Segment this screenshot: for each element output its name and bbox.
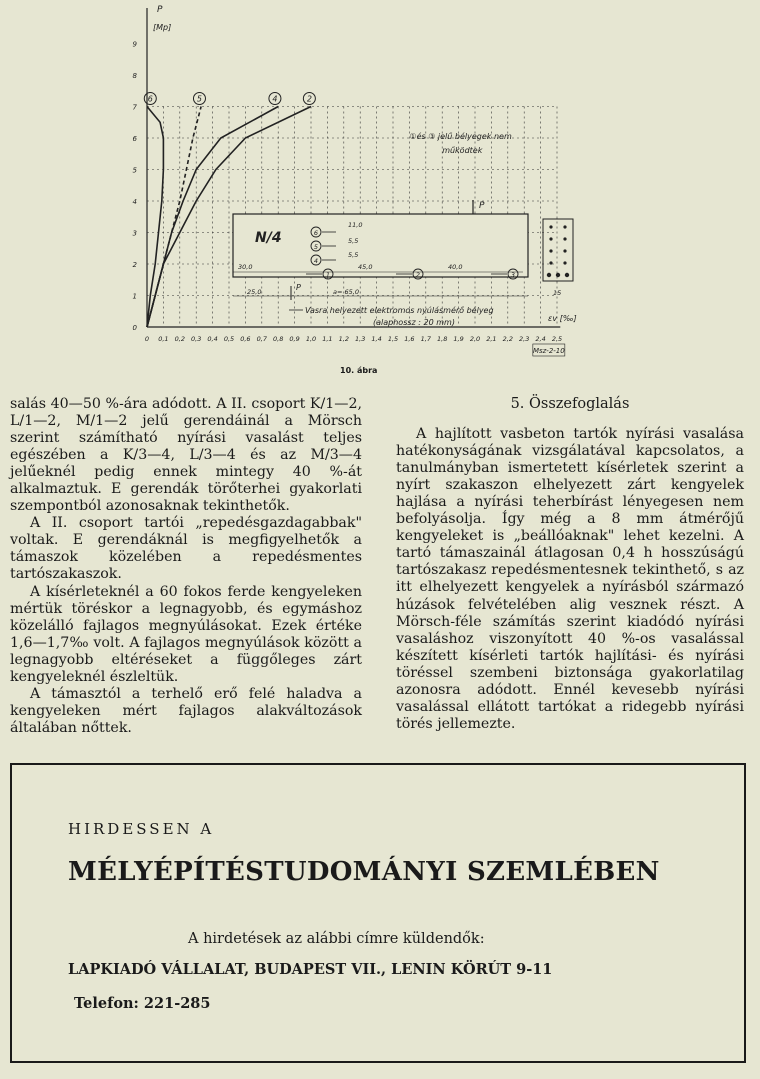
ad-title: MÉLYÉPÍTÉSTUDOMÁNYI SZEMLÉBEN xyxy=(68,857,660,887)
dim-label: a= 65,0 xyxy=(333,288,359,296)
y-tick-label: 1 xyxy=(132,292,137,301)
x-tick-label: 1,9 xyxy=(453,335,464,343)
x-tick-label: 0 xyxy=(144,335,150,343)
x-tick-label: 1,7 xyxy=(420,335,431,343)
x-tick-label: 0,7 xyxy=(256,335,267,343)
rebar-dot xyxy=(549,225,552,228)
support-load-label: P xyxy=(296,283,301,292)
dim-label: 15 xyxy=(553,289,562,297)
rebar-dot xyxy=(549,249,552,252)
y-tick-label: 3 xyxy=(132,229,137,238)
x-tick-label: 2,4 xyxy=(535,335,546,343)
dim-label: 25,0 xyxy=(247,288,262,296)
x-tick-label: 0,3 xyxy=(191,335,202,343)
curve-marker-label: 2 xyxy=(306,94,312,104)
dim-label: 45,0 xyxy=(358,263,373,271)
curve-marker-label: 4 xyxy=(272,94,278,104)
rebar-dot xyxy=(547,273,551,277)
y-tick-label: 6 xyxy=(132,135,137,143)
x-tick-label: 1,3 xyxy=(355,335,366,343)
paragraph: A kísérleteknél a 60 fokos ferde kengyeleken mértük töréskor a legnagyobb, és egymáshoz közelálló fajlagos megnyúlásokat. Ezek értéke 1,6—1,7‰ volt. A fajlagos megnyúlások között a legnagyobb eltéréseket a függőleges zárt kengyeleknél észleltük. xyxy=(10,583,362,685)
note-text: ①és ③ jelű bélyegek nem xyxy=(409,131,512,141)
rebar-dot xyxy=(549,237,552,240)
rebar-dot xyxy=(563,261,566,264)
legend-text: (alaphossz : 20 mm) xyxy=(373,318,455,327)
rebar-dot xyxy=(563,225,566,228)
dim-label: 30,0 xyxy=(238,263,253,271)
dim-label: 40,0 xyxy=(448,263,463,271)
dim-label: 11,0 xyxy=(348,221,363,229)
curve-marker-label: 5 xyxy=(196,94,203,104)
left-column xyxy=(10,396,362,737)
y-tick-label: 7 xyxy=(132,103,137,112)
y-tick-label: 4 xyxy=(132,198,137,206)
x-tick-label: 2,0 xyxy=(469,335,481,343)
x-tick-label: 0,1 xyxy=(158,335,169,343)
paragraph: A II. csoport tartói „repedésgazdagabbak" voltak. E gerendáknál is megfigyelhetők a támaszok közelében a repedésmentes tartószakaszok. xyxy=(10,515,362,583)
gauge-label: 4 xyxy=(313,257,319,265)
cross-section-outline xyxy=(543,219,573,281)
x-tick-label: 2,5 xyxy=(551,335,563,343)
ad-instruction: A hirdetések az alábbi címre küldendők: xyxy=(188,931,485,947)
x-tick-label: 0,9 xyxy=(289,335,300,343)
figure xyxy=(118,0,638,380)
rebar-dot xyxy=(549,261,552,264)
curve-marker-label: 6 xyxy=(147,94,153,104)
x-tick-label: 1,0 xyxy=(305,335,317,343)
beam-label: N/4 xyxy=(255,230,282,246)
figure-code: Msz-2-10 xyxy=(532,347,565,355)
rebar-dot xyxy=(565,273,569,277)
ad-phone: Telefon: 221-285 xyxy=(74,995,211,1012)
figure-caption: 10. ábra xyxy=(340,366,378,375)
x-axis-label: εv [‰] xyxy=(548,314,577,323)
rebar-dot xyxy=(563,249,566,252)
x-tick-label: 0,2 xyxy=(174,335,185,343)
strain-chart xyxy=(118,0,638,370)
gauge-label: 3 xyxy=(510,271,516,279)
x-tick-label: 2,3 xyxy=(519,335,530,343)
section-heading: 5. Összefoglalás xyxy=(510,396,630,412)
advertisement-box xyxy=(10,763,746,1063)
paragraph: A támasztól a terhelő erő felé haladva a kengyeleken mért fajlagos alakváltozások általában nőttek. xyxy=(10,685,362,736)
paragraph: salás 40—50 %-ára adódott. A II. csoport K/1—2, L/1—2, M/1—2 jelű gerendáinál a Mörsch szerint számítható nyírási vasalást teljes egészében a K/3—4, L/3—4 és az M/3—4 jelűeknél pedig ennek mintegy 40 %-át alkalmaztuk. E gerendák törőterhei gyakorlati szempontból azonosaknak tekinthetők. xyxy=(10,396,362,515)
gauge-label: 5 xyxy=(313,243,319,251)
y-tick-label: 9 xyxy=(132,40,137,49)
x-tick-label: 1,2 xyxy=(338,335,349,343)
dim-label: 5,5 xyxy=(348,251,359,259)
paragraph: A hajlított vasbeton tartók nyírási vasalása hatékonyságának vizsgálatával kapcsolatos, a tanulmányban ismertetett kísérletek szerint a nyírt szakaszon elhelyezett zárt kengyelek hajlása a nyírási teherbírást lényegesen nem befolyásolja. Így még a 8 mm átmérőjű kengyeleket is „beállóaknak" lehet kezelni. A tartó támaszainál átlagosan 0,4 h hosszúságú tartószakasz repedésmentesnek tekinthető, s az itt elhelyezett kengyelek a nyírásból származó húzások felvételében alig vesznek részt. A Mörsch-féle számítás szerint kiadódó nyírási vasaláshoz viszonyított 40 %-os vasalással készített kísérleti tartók hajlítási- és nyírási töréssel szembeni biztonsága gyakorlatilag azonosra adódott. Ennél kevesebb nyírási vasalással ellátott tartókat a ridegebb nyírási törés jellemezte. xyxy=(396,426,744,732)
x-tick-label: 0,5 xyxy=(223,335,235,343)
right-column xyxy=(396,396,744,733)
x-tick-label: 0,4 xyxy=(207,335,218,343)
x-tick-label: 2,1 xyxy=(486,335,497,343)
x-tick-label: 1,1 xyxy=(322,335,333,343)
gauge-label: 2 xyxy=(415,271,421,279)
x-tick-label: 1,5 xyxy=(387,335,399,343)
rebar-dot xyxy=(556,273,560,277)
y-axis-unit: [Mp] xyxy=(153,23,172,32)
x-tick-label: 1,8 xyxy=(437,335,448,343)
y-axis-label: P xyxy=(157,5,163,15)
x-tick-label: 2,2 xyxy=(502,335,513,343)
note-text: működtek xyxy=(442,146,483,156)
y-tick-label: 2 xyxy=(132,261,137,269)
y-tick-label: 8 xyxy=(132,72,137,80)
y-tick-label: 0 xyxy=(132,324,137,332)
load-label: P xyxy=(479,201,485,211)
gauge-label: 6 xyxy=(313,229,319,237)
dim-label: 5,5 xyxy=(348,237,359,245)
ad-heading: HIRDESSEN A xyxy=(68,820,215,838)
x-tick-label: 0,8 xyxy=(273,335,284,343)
ad-address: LAPKIADÓ VÁLLALAT, BUDAPEST VII., LENIN KÖRÚT 9-11 xyxy=(68,961,553,978)
x-tick-label: 0,6 xyxy=(240,335,251,343)
legend-text: Vasra helyezett elektromos nyúlásmérő bélyeg xyxy=(305,306,494,315)
x-tick-label: 1,6 xyxy=(404,335,415,343)
x-tick-label: 1,4 xyxy=(371,335,382,343)
y-tick-label: 5 xyxy=(132,166,137,175)
rebar-dot xyxy=(563,237,566,240)
gauge-label: 1 xyxy=(325,271,331,279)
